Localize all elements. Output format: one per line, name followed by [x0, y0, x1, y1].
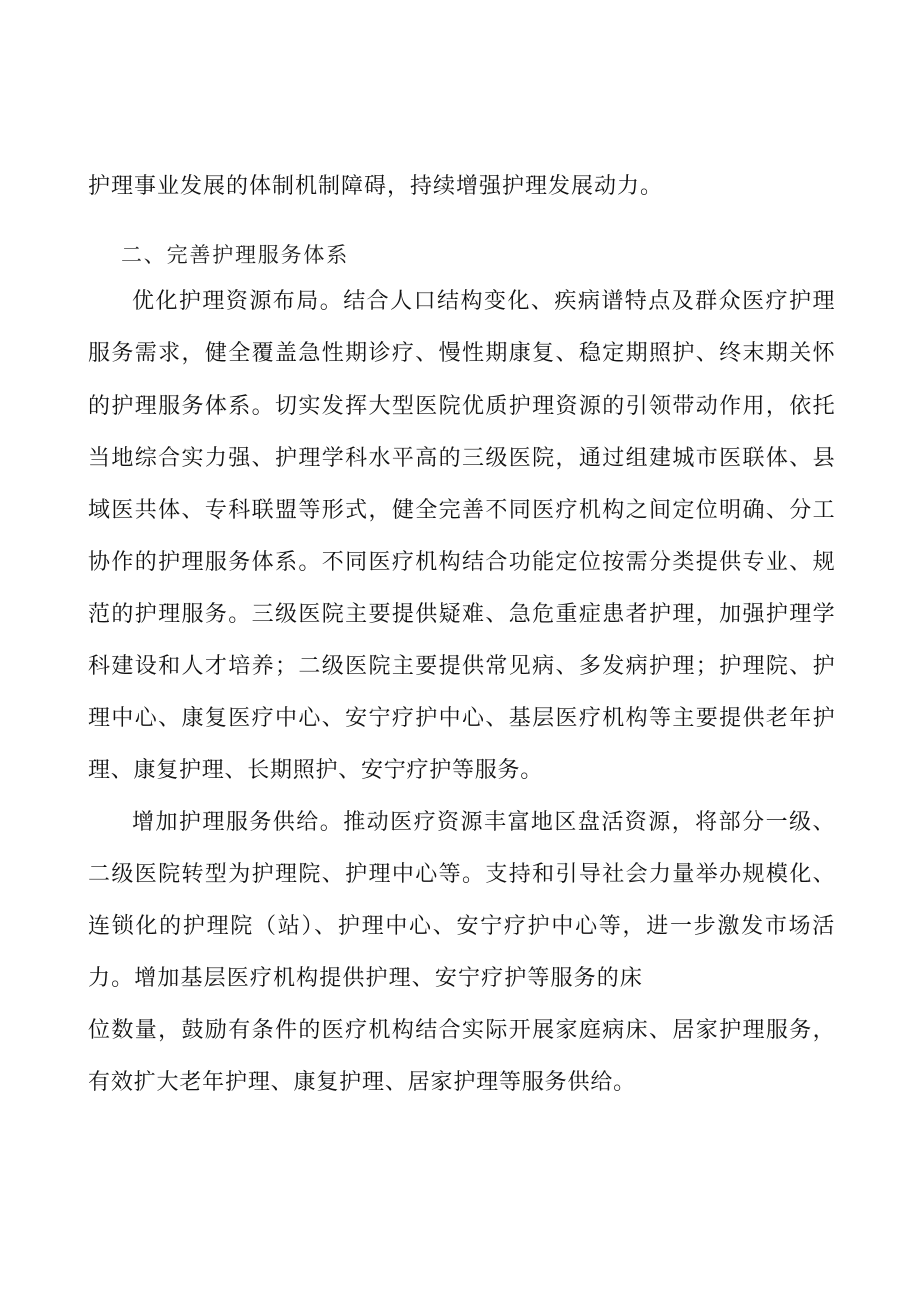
- paragraph-line: 服务需求，健全覆盖急性期诊疗、慢性期康复、稳定期照护、终末期关怀: [88, 341, 837, 366]
- paragraph-line: 当地综合实力强、护理学科水平高的三级医院，通过组建城市医联体、县: [88, 446, 837, 471]
- paragraph-line: 理中心、康复医疗中心、安宁疗护中心、基层医疗机构等主要提供老年护: [88, 706, 837, 731]
- lead-line: 护理事业发展的体制机制障碍，持续增强护理发展动力。: [88, 174, 663, 199]
- paragraph-line: 有效扩大老年护理、康复护理、居家护理等服务供给。: [88, 1070, 636, 1095]
- paragraph-line: 连锁化的护理院（站）、护理中心、安宁疗护中心等，进一步激发市场活: [88, 914, 836, 939]
- paragraph-line: 的护理服务体系。切实发挥大型医院优质护理资源的引领带动作用，依托: [88, 394, 837, 419]
- paragraph-line: 域医共体、专科联盟等形式，健全完善不同医疗机构之间定位明确、分工: [88, 498, 837, 523]
- paragraph-line: 理、康复护理、长期照护、安宁疗护等服务。: [88, 758, 543, 783]
- paragraph-line: 增加护理服务供给。推动医疗资源丰富地区盘活资源，将部分一级、: [132, 810, 836, 835]
- paragraph-line: 优化护理资源布局。结合人口结构变化、疾病谱特点及群众医疗护理: [132, 289, 836, 314]
- paragraph-line: 科建设和人才培养；二级医院主要提供常见病、多发病护理；护理院、护: [88, 654, 837, 679]
- paragraph-line: 力。增加基层医疗机构提供护理、安宁疗护等服务的床: [88, 966, 643, 991]
- paragraph-line: 位数量，鼓励有条件的医疗机构结合实际开展家庭病床、居家护理服务，: [88, 1018, 837, 1043]
- section-heading: 二、完善护理服务体系: [121, 243, 349, 267]
- paragraph-line: 二级医院转型为护理院、护理中心等。支持和引导社会力量举办规模化、: [88, 862, 837, 887]
- paragraph-line: 范的护理服务。三级医院主要提供疑难、急危重症患者护理，加强护理学: [88, 602, 837, 627]
- paragraph-line: 协作的护理服务体系。不同医疗机构结合功能定位按需分类提供专业、规: [88, 550, 837, 575]
